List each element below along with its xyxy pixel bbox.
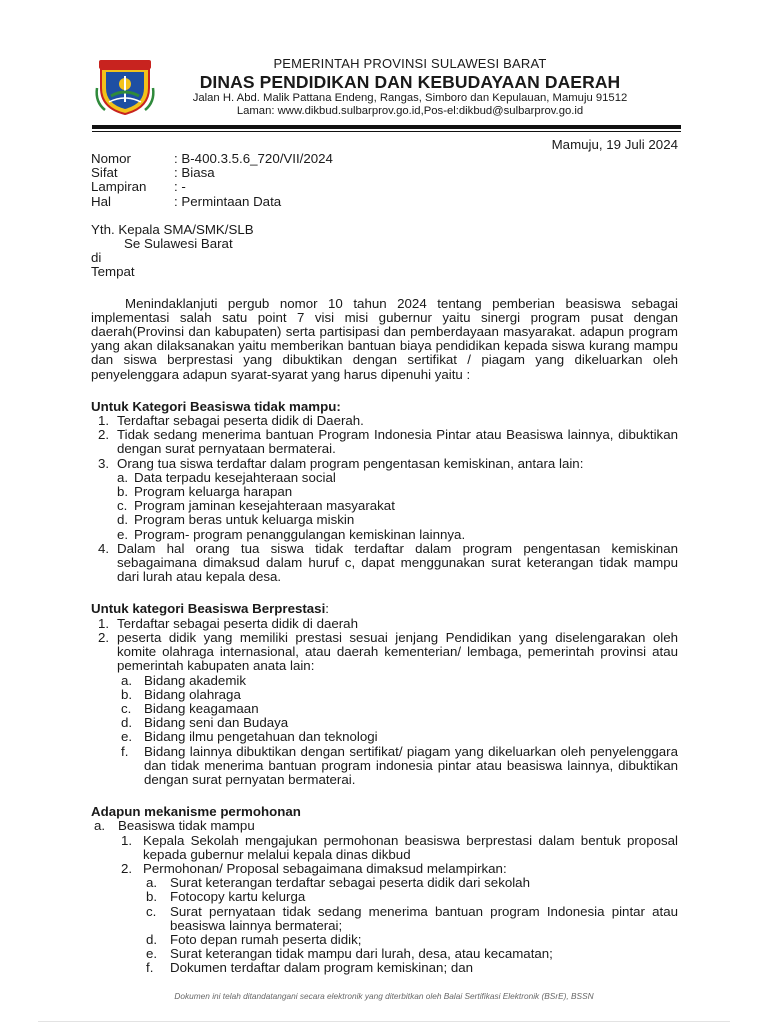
letterhead-divider-thick <box>92 125 681 129</box>
list-item <box>91 542 678 585</box>
list-marker: f. <box>121 743 129 759</box>
list-marker: b. <box>121 686 133 702</box>
sub-list-item <box>117 499 678 513</box>
list-marker: 1. <box>98 413 110 429</box>
list-marker: 1. <box>121 832 133 848</box>
agency-contact: Laman: www.dikbud.sulbarprov.go.id,Pos-el:dikbud@sulbarprov.go.id <box>236 105 584 117</box>
list-item-text: Terdaftar sebagai peserta didik di daerah <box>117 615 358 631</box>
list-marker: 4. <box>98 540 110 556</box>
list-item <box>91 428 678 456</box>
sub-list-item <box>117 688 678 702</box>
list-marker: b. <box>117 484 129 500</box>
sub-list <box>117 471 678 542</box>
list-item-text: Beasiswa tidak mampu <box>118 818 255 834</box>
list-item <box>91 631 678 787</box>
recipient-line: di <box>91 250 102 266</box>
agency-address: Jalan H. Abd. Malik Pattana Endeng, Rangas, Simboro dan Kepulauan, Mamuju 91512 <box>192 92 628 104</box>
sub-list-item <box>117 730 678 744</box>
footer-divider <box>38 1021 730 1022</box>
list-item-text: Bidang seni dan Budaya <box>144 715 289 731</box>
sub-list-item <box>117 745 678 788</box>
meta-value: : B-400.3.5.6_720/VII/2024 <box>174 151 333 166</box>
list-item-text: Terdaftar sebagai peserta didik di Daerah. <box>117 413 364 429</box>
list-marker: c. <box>117 498 128 514</box>
sub-list-item <box>117 961 678 975</box>
list-item <box>91 414 678 428</box>
list-marker: a. <box>117 469 129 485</box>
list-marker: d. <box>117 512 129 528</box>
list-marker: e. <box>121 729 133 745</box>
letterhead-divider-thin <box>92 131 681 132</box>
meta-value: : Permintaan Data <box>174 193 282 209</box>
sub-list-item <box>117 890 678 904</box>
letterhead <box>160 56 660 118</box>
requirements-list <box>91 414 678 584</box>
list-marker: a. <box>146 875 158 891</box>
letter-body <box>91 152 678 976</box>
list-item-text: Kepala Sekolah mengajukan permohonan beasiswa berprestasi dalam bentuk proposal kepada gubernur melalui kepala dinas dikbud <box>143 832 678 862</box>
government-name: PEMERINTAH PROVINSI SULAWESI BARAT <box>273 56 547 71</box>
list-item-text: Bidang ilmu pengetahuan dan teknologi <box>144 729 378 745</box>
mechanism-list <box>91 819 678 833</box>
sub-list-item <box>117 485 678 499</box>
list-item-text: Bidang olahraga <box>144 686 241 702</box>
list-marker: f. <box>146 960 154 976</box>
list-item-text: Bidang lainnya dibuktikan dengan sertifikat/ piagam yang dikeluarkan oleh penyelenggara dan tidak menerima bantuan program indonesia pintar atau beasiswa lainnya, dibuktikan dengan surat pernyatan bermaterai. <box>144 743 678 787</box>
list-item-text: Tidak sedang menerima bantuan Program Indonesia Pintar atau Beasiswa lainnya, dibuktikan dengan surat pernyataan bermaterai. <box>117 427 678 457</box>
list-marker: e. <box>146 946 158 962</box>
letter-meta <box>91 152 678 209</box>
sub-list-item <box>117 905 678 933</box>
section-title-mechanism: Adapun mekanisme permohonan <box>91 804 301 820</box>
list-item <box>91 862 678 876</box>
recipient-line: Tempat <box>91 264 135 280</box>
list-item <box>91 819 678 833</box>
list-item-text: Program jaminan kesejahteraan masyarakat <box>134 498 395 514</box>
letter-date: Mamuju, 19 Juli 2024 <box>551 137 678 152</box>
sub-list-item <box>117 702 678 716</box>
section-title-text: Untuk kategori Beasiswa Berprestasi <box>91 601 326 617</box>
sub-list-item <box>117 716 678 730</box>
list-item-text: Fotocopy kartu kelurga <box>170 889 306 905</box>
agency-name: DINAS PENDIDIKAN DAN KEBUDAYAAN DAERAH <box>199 72 621 92</box>
list-marker: 2. <box>121 860 133 876</box>
meta-label: Lampiran <box>91 179 147 195</box>
list-item-text: Program beras untuk keluarga miskin <box>134 512 355 528</box>
list-item-text: Surat keterangan terdaftar sebagai peserta didik dari sekolah <box>170 875 530 891</box>
list-item-text: Program- program penanggulangan kemiskinan lainnya. <box>134 526 466 542</box>
meta-value: : Biasa <box>174 165 215 181</box>
list-item-text: Surat pernyataan tidak sedang menerima bantuan program Indonesia pintar atau beasiswa lainnya bermaterai; <box>170 903 678 933</box>
sub-list-item <box>117 528 678 542</box>
recipient-block <box>91 223 678 280</box>
list-item-text: Bidang keagamaan <box>144 700 259 716</box>
recipient-line: Yth. Kepala SMA/SMK/SLB <box>91 221 254 237</box>
e-signature-footer: Dokumen ini telah ditandatangani secara elektronik yang diterbitkan oleh Balai Sertifikasi Elektronik (BSrE), BSSN <box>174 991 594 1001</box>
list-marker: b. <box>146 889 158 905</box>
list-marker: e. <box>117 526 129 542</box>
list-item-text: Permohonan/ Proposal sebagaimana dimaksud melampirkan: <box>143 860 507 876</box>
list-marker: d. <box>146 931 158 947</box>
list-item-text: Bidang akademik <box>144 672 247 688</box>
sub-list <box>117 674 678 788</box>
list-marker: 2. <box>98 629 110 645</box>
list-marker: a. <box>121 672 133 688</box>
sub-list-item <box>117 513 678 527</box>
list-marker: c. <box>146 903 157 919</box>
list-item <box>91 834 678 862</box>
sub-list-item <box>117 933 678 947</box>
list-marker: 1. <box>98 615 110 631</box>
list-item-text: Orang tua siswa terdaftar dalam program pengentasan kemiskinan, antara lain: <box>117 455 584 471</box>
sub-list-item <box>117 471 678 485</box>
list-marker: 2. <box>98 427 110 443</box>
section-title-poor-students: Untuk Kategori Beasiswa tidak mampu: <box>91 398 341 414</box>
section-title-achievers <box>91 602 678 616</box>
list-item <box>91 457 678 542</box>
list-marker: d. <box>121 715 133 731</box>
sub-list-item <box>117 876 678 890</box>
meta-label: Nomor <box>91 151 131 166</box>
list-item-text: Dalam hal orang tua siswa tidak terdaftar dalam program pengentasan kemiskinan sebagaimana dimaksud dalam huruf c, dapat menggunakan surat keterangan tidak mampu dari lurah atau kepala desa. <box>117 540 678 585</box>
list-marker: a. <box>94 818 106 834</box>
list-item-text: Foto depan rumah peserta didik; <box>170 931 362 947</box>
list-marker: 3. <box>98 455 110 471</box>
list-item-text: Program keluarga harapan <box>134 484 293 500</box>
attachments-list <box>91 876 678 975</box>
mechanism-steps <box>91 834 678 877</box>
meta-label: Hal <box>91 193 111 209</box>
meta-label: Sifat <box>91 165 118 181</box>
recipient-line: Se Sulawesi Barat <box>124 236 233 252</box>
sub-list-item <box>117 674 678 688</box>
list-item-text: peserta didik yang memiliki prestasi sesuai jenjang Pendidikan yang diselengarakan oleh komite olahraga internasional, atau daerah kementerian/ lembaga, pemerintah provinsi atau pemerintah kabupaten anata lain: <box>117 629 678 674</box>
provincial-emblem-logo <box>93 58 157 116</box>
intro-paragraph: Menindaklanjuti pergub nomor 10 tahun 2024 tentang pemberian beasiswa sebagai implementasi salah satu point 7 visi misi gubernur yaitu sinergi program pusat dengan daerah(Provinsi dan kabupaten) serta partisipasi dan pemberdayaan masyarakat. adapun program yang akan dilaksanakan yaitu memberikan bantuan biaya pendidikan kepada siswa kurang mampu dan siswa berprestasi yang dibuktikan dengan sertifikat / piagam yang dikeluarkan oleh penyelenggara adapun syarat-syarat yang harus dipenuhi yaitu : <box>91 295 678 382</box>
list-item-text: Data terpadu kesejahteraan social <box>134 469 336 485</box>
list-item <box>91 617 678 631</box>
requirements-list <box>91 617 678 787</box>
sub-list-item <box>117 947 678 961</box>
section-title-colon: : <box>325 601 329 617</box>
list-item-text: Surat keterangan tidak mampu dari lurah, desa, atau kecamatan; <box>170 946 553 962</box>
list-marker: c. <box>121 700 132 716</box>
list-item-text: Dokumen terdaftar dalam program kemiskinan; dan <box>170 960 474 976</box>
meta-value: : - <box>174 179 186 195</box>
